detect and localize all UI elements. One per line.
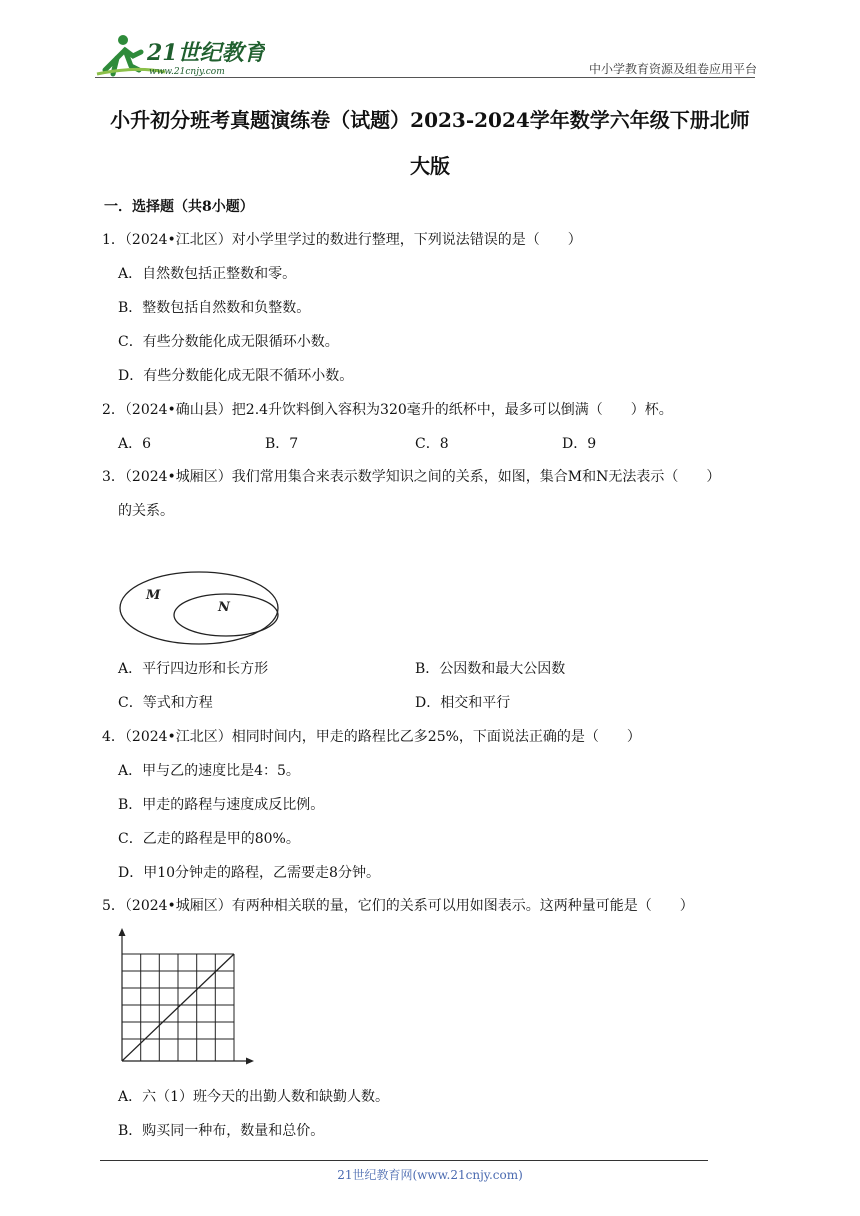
q1-option-c: C．有些分数能化成无限循环小数。 [118, 334, 339, 350]
question-5-stem: 5．（2024•城厢区）有两种相关联的量，它们的关系可以用如图表示。这两种量可能是（ ） [102, 898, 694, 914]
question-1-stem: 1．（2024•江北区）对小学里学过的数进行整理，下列说法错误的是（ ） [102, 232, 582, 248]
logo-url: www.21cnjy.com [149, 67, 225, 77]
q4-option-b: B．甲走的路程与速度成反比例。 [118, 797, 325, 813]
question-3-stem: 3．（2024•城厢区）我们常用集合来表示数学知识之间的关系，如图，集合M和N无法表示（ ） [102, 469, 721, 485]
x-axis-arrow-icon [246, 1058, 254, 1065]
q4-option-c: C．乙走的路程是甲的80%。 [118, 831, 300, 847]
question-4-stem: 4．（2024•江北区）相同时间内，甲走的路程比乙多25%，下面说法正确的是（ ） [102, 729, 641, 745]
proportion-graph [110, 926, 260, 1068]
footer-divider [100, 1160, 708, 1161]
site-logo [95, 30, 265, 80]
q1-option-d: D．有些分数能化成无限不循环小数。 [118, 368, 354, 384]
y-axis-arrow-icon [119, 928, 126, 936]
platform-name: 中小学教育资源及组卷应用平台 [588, 62, 757, 76]
q2-option-c: C．8 [415, 436, 449, 452]
question-2-stem: 2．（2024•确山县）把2.4升饮料倒入容积为320毫升的纸杯中，最多可以倒满（ ）杯。 [102, 402, 673, 418]
q2-option-a: A．6 [118, 436, 152, 452]
section-heading: 一．选择题（共8小题） [104, 199, 254, 215]
q3-option-b: B．公因数和最大公因数 [415, 661, 566, 677]
footer-link[interactable]: 21世纪教育网(www.21cnjy.com) [337, 1168, 523, 1182]
page-title-line1: 小升初分班考真题演练卷（试题）2023-2024学年数学六年级下册北师 [110, 108, 750, 132]
q3-option-d: D．相交和平行 [415, 695, 511, 711]
q3-option-a: A．平行四边形和长方形 [118, 661, 269, 677]
q5-option-a: A．六（1）班今天的出勤人数和缺勤人数。 [118, 1089, 390, 1105]
q2-option-b: B．7 [265, 436, 299, 452]
q2-option-d: D．9 [562, 436, 597, 452]
q3-option-c: C．等式和方程 [118, 695, 213, 711]
venn-diagram [118, 568, 288, 650]
set-n-label: N [218, 600, 230, 615]
q4-option-d: D．甲10分钟走的路程，乙需要走8分钟。 [118, 865, 380, 881]
logo-text: 21世纪教育 [147, 40, 265, 66]
header-divider [95, 77, 755, 78]
set-m-label: M [146, 588, 161, 603]
q1-option-a: A．自然数包括正整数和零。 [118, 266, 297, 282]
runner-logo-icon [95, 30, 265, 80]
page-title-line2: 大版 [410, 154, 450, 178]
q5-option-b: B．购买同一种布，数量和总价。 [118, 1123, 325, 1139]
q1-option-b: B．整数包括自然数和负整数。 [118, 300, 311, 316]
q4-option-a: A．甲与乙的速度比是4：5。 [118, 763, 300, 779]
question-3-stem-cont: 的关系。 [118, 503, 174, 519]
